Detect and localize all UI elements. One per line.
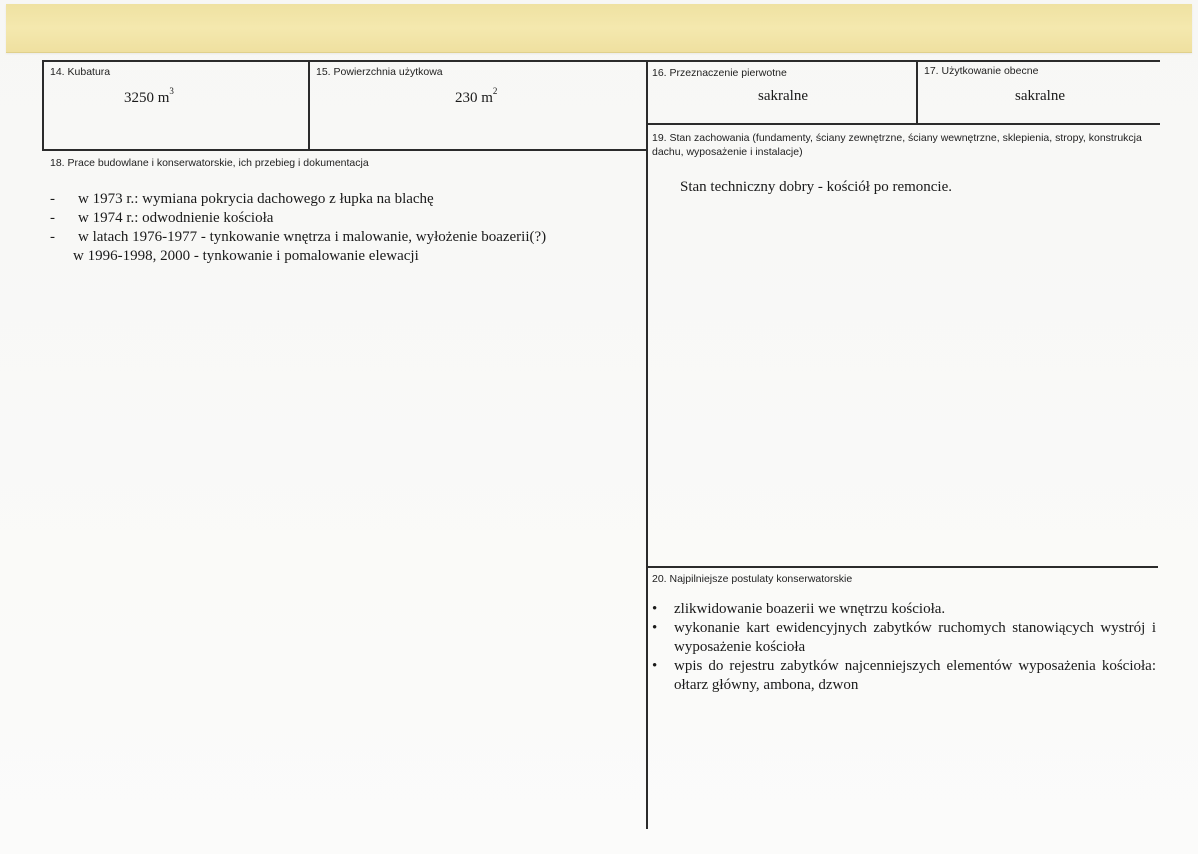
stan-label: 19. Stan zachowania (fundamenty, ściany zewnętrzne, ściany wewnętrzne, sklepienia, stropy, konstrukcja dachu, wyposażenie i instalacje) xyxy=(652,132,1142,158)
bullet-marker: • xyxy=(652,658,658,674)
dash-marker: - xyxy=(50,191,55,207)
kubatura-value xyxy=(124,88,174,107)
list-item xyxy=(650,600,1156,619)
list-item xyxy=(50,190,546,209)
stan-value: Stan techniczny dobry - kościół po remoncie. xyxy=(680,179,953,195)
postulaty-list xyxy=(650,600,1156,695)
przeznaczenie-label: 16. Przeznaczenie pierwotne xyxy=(652,67,787,79)
center-divider xyxy=(646,60,648,829)
prace-label: 18. Prace budowlane i konserwatorskie, ich przebieg i dokumentacja xyxy=(50,157,369,169)
divider-16-17 xyxy=(916,60,918,124)
uzytkowanie-label: 17. Użytkowanie obecne xyxy=(924,65,1039,77)
list-item-text: wykonanie kart ewidencyjnych zabytków ruchomych stanowiących wystrój i wyposażenie kościoła xyxy=(674,620,1156,655)
przeznaczenie-value: sakralne xyxy=(758,88,808,104)
list-item-text: zlikwidowanie boazerii we wnętrzu kościoła. xyxy=(674,601,946,617)
prace-list xyxy=(50,190,546,247)
kubatura-label: 14. Kubatura xyxy=(50,66,111,78)
powierzchnia-label: 15. Powierzchnia użytkowa xyxy=(316,66,443,78)
list-item-text: w 1973 r.: wymiana pokrycia dachowego z łupka na blachę xyxy=(78,191,434,207)
list-item xyxy=(50,228,546,247)
postulaty-label: 20. Najpilniejsze postulaty konserwatorskie xyxy=(652,573,853,585)
kubatura-unit-sup: 3 xyxy=(169,86,174,96)
divider-14-15 xyxy=(308,60,310,150)
list-item-text: w latach 1976-1977 - tynkowanie wnętrza i malowanie, wyłożenie boazerii(?) xyxy=(78,229,547,245)
list-item xyxy=(50,209,546,228)
rule-under-14-15 xyxy=(42,149,648,151)
top-rule xyxy=(42,60,1160,62)
list-item xyxy=(650,619,1156,657)
powierzchnia-unit-sup: 2 xyxy=(492,86,498,96)
yellow-tape-strip xyxy=(6,4,1192,53)
list-item-text: w 1974 r.: odwodnienie kościoła xyxy=(78,210,274,226)
left-border xyxy=(42,60,44,150)
kubatura-number: 3250 m xyxy=(124,90,170,106)
prace-extra-line: w 1996-1998, 2000 - tynkowanie i pomalowanie elewacji xyxy=(73,248,419,264)
rule-above-20 xyxy=(646,566,1158,568)
list-item-text: wpis do rejestru zabytków najcenniejszych elementów wyposażenia kościoła: ołtarz główny, ambona, dzwon xyxy=(674,658,1156,693)
list-item xyxy=(650,657,1156,695)
dash-marker: - xyxy=(50,229,55,245)
powierzchnia-number: 230 m xyxy=(455,90,493,106)
bullet-marker: • xyxy=(652,601,658,617)
dash-marker: - xyxy=(50,210,55,226)
powierzchnia-value xyxy=(455,88,497,107)
uzytkowanie-value: sakralne xyxy=(1015,88,1065,104)
bullet-marker: • xyxy=(652,620,658,636)
rule-under-16-17 xyxy=(646,123,1160,125)
